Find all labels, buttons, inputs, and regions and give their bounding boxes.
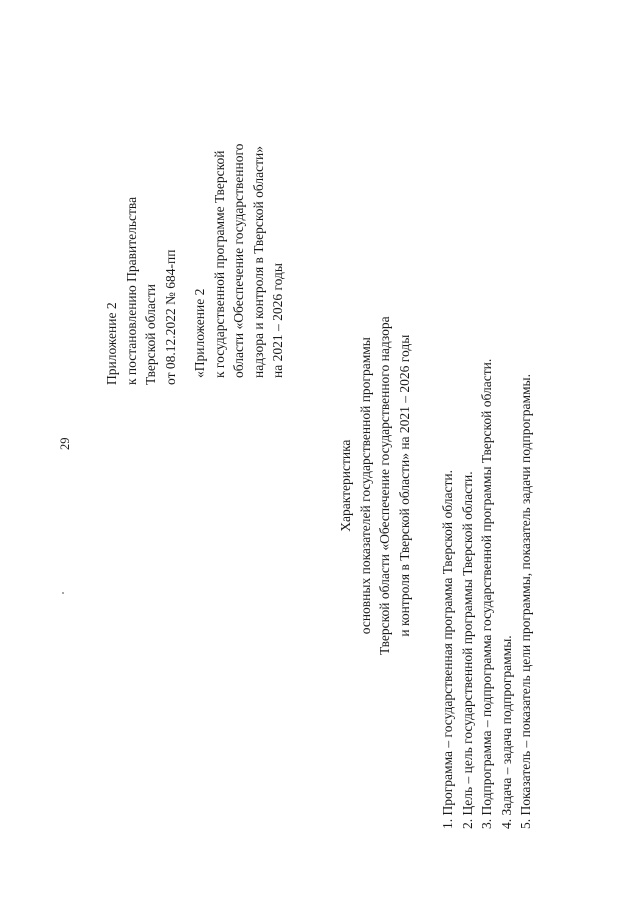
- title-line: основных показателей государственной программы: [357, 337, 373, 635]
- appendix-line: Тверской области: [143, 284, 158, 385]
- reference-line: области «Обеспечение государственного: [231, 143, 246, 378]
- definition-item: 4. Задача – задача подпрограммы.: [498, 635, 514, 829]
- reference-line: на 2021 – 2026 годы: [270, 263, 285, 378]
- page-number: 29: [58, 437, 72, 450]
- program-reference: [190, 144, 288, 378]
- appendix-line: Приложение 2: [104, 302, 119, 385]
- appendix-header: [102, 197, 180, 385]
- definition-item: 3. Подпрограмма – подпрограмма государственной программы Тверской области.: [479, 358, 494, 829]
- title-line: Тверской области «Обеспечение государственного надзора: [377, 316, 392, 655]
- scan-speck: [62, 592, 64, 594]
- reference-line: надзора и контроля в Тверской области»: [250, 146, 266, 378]
- definition-item: 1. Программа – государственная программа Тверской области.: [440, 469, 455, 829]
- title-line: Характеристика: [338, 439, 353, 532]
- definitions-list: [438, 359, 536, 829]
- title-line: и контроля в Тверской области» на 2021 – 2026 годы: [396, 334, 412, 637]
- reference-line: «Приложение 2: [192, 288, 207, 378]
- definition-item: 2. Цель – цель государственной программы Тверской области.: [459, 471, 475, 829]
- document-title: [336, 316, 414, 655]
- reference-line: к государственной программе Тверской: [211, 150, 227, 378]
- appendix-line: к постановлению Правительства: [123, 196, 139, 385]
- appendix-line: от 08.12.2022 № 684-пп: [162, 249, 178, 385]
- definition-item: 5. Показатель – показатель цели программы, показатель задачи подпрограммы.: [518, 373, 533, 829]
